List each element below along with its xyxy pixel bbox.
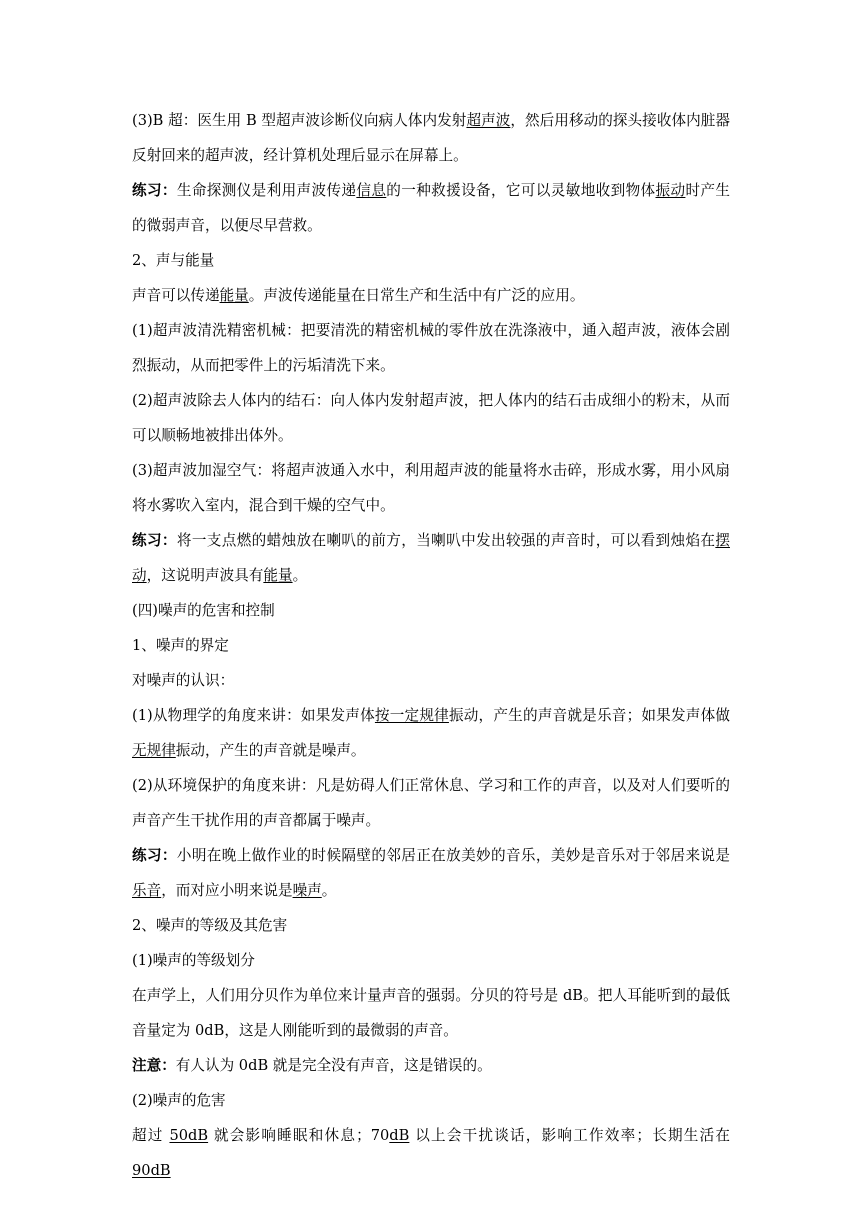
paragraph-decibel [132,978,730,1048]
text-segment: 生命探测仪是利用声波传递 [176,182,357,199]
text-segment: 振动，产生的声音就是噪声。 [175,742,366,759]
text-segment: ，然后用移动的探头接收体内脏器反射回来的超声波，经计算机处理后显示在屏幕上。 [132,112,730,164]
exercise-label: 练习： [132,182,177,199]
underlined-answer: 50dB [169,1127,209,1144]
text-segment: (3)B 超：医生用 B 型超声波诊断仪向病人体内发射 [132,112,467,129]
text-segment: 就会影响睡眠和休息；70 [208,1127,390,1144]
underlined-answer: 振动 [655,182,686,199]
paragraph-exercise-life-detector [132,173,730,243]
text-segment: 的一种救援设备，它可以灵敏地收到物体 [386,182,656,199]
text-segment: 。声波传递能量在日常生产和生活中有广泛的应用。 [248,287,585,304]
section-heading-noise [132,593,730,628]
text-segment: 有人认为 0dB 就是完全没有声音，这是错误的。 [175,1057,492,1074]
heading-text: (1)噪声的等级划分 [132,952,255,969]
paragraph-ultrasonic-cleaning [132,313,730,383]
text-segment: 对噪声的认识： [132,672,235,689]
text-segment: 时产生的微弱声音，以便尽早营救。 [132,182,730,234]
text-segment: (2)超声波除去人体内的结石：向人体内发射超声波，把人体内的结石击成细小的粉末，从而可以顺畅地被排出体外。 [132,392,730,444]
document-body [132,103,730,1188]
underlined-answer: 能量 [263,567,293,584]
section-heading-sound-energy [132,243,730,278]
subheading-noise-harm [132,1083,730,1118]
text-segment: ，而对应小明来说是 [161,882,293,899]
paragraph-kidney-stones [132,383,730,453]
underlined-answer: 按一定规律 [374,707,449,724]
paragraph-note-zero-db [132,1048,730,1083]
underlined-answer: 90dB [132,1162,171,1179]
underlined-answer: 无规律 [132,742,176,759]
text-segment: (2)从环境保护的角度来讲：凡是妨碍人们正常休息、学习和工作的声音，以及对人们要听的声音产生干扰作用的声音都属于噪声。 [132,777,730,829]
text-segment: 在声学上，人们用分贝作为单位来计量声音的强弱。分贝的符号是 dB。把人耳能听到的最低音量定为 0dB，这是人刚能听到的最微弱的声音。 [132,987,730,1039]
paragraph-environment-view [132,768,730,838]
paragraph-b-ultrasound [132,103,730,173]
underlined-answer: dB [389,1127,410,1144]
text-segment: 将一支点燃的蜡烛放在喇叭的前方，当喇叭中发出较强的声音时，可以看到烛焰在 [176,532,716,549]
exercise-label: 练习： [132,847,177,864]
underlined-answer: 能量 [219,287,249,304]
heading-text: 2、声与能量 [132,252,215,269]
text-segment: 振动，产生的声音就是乐音；如果发声体做 [448,707,730,724]
heading-text: (2)噪声的危害 [132,1092,226,1109]
text-segment: ，这说明声波具有 [146,567,264,584]
paragraph-humidifier [132,453,730,523]
underlined-answer: 乐音 [132,882,162,899]
heading-text: (四)噪声的危害和控制 [132,602,275,619]
text-segment: 。 [321,882,337,899]
text-segment: (1)从物理学的角度来讲：如果发声体 [132,707,375,724]
paragraph-physics-view [132,698,730,768]
note-label: 注意： [132,1057,176,1074]
section-heading-noise-levels [132,908,730,943]
paragraph-sound-transfers-energy [132,278,730,313]
paragraph-exercise-candle [132,523,730,593]
underlined-answer: 信息 [356,182,387,199]
underlined-answer: 超声波 [466,112,511,129]
paragraph-noise-understanding [132,663,730,698]
exercise-label: 练习： [132,532,177,549]
text-segment: 声音可以传递 [132,287,220,304]
heading-text: 2、噪声的等级及其危害 [132,917,288,934]
text-segment: 超过 [132,1127,170,1144]
underlined-answer: 噪声 [292,882,322,899]
text-segment: 。 [292,567,308,584]
heading-text: 1、噪声的界定 [132,637,229,654]
text-segment: 小明在晚上做作业的时候隔壁的邻居正在放美妙的音乐，美妙是音乐对于邻居来说是 [176,847,730,864]
text-segment: 以上会干扰谈话，影响工作效率；长期生活在 [409,1127,730,1144]
paragraph-noise-thresholds [132,1118,730,1188]
text-segment: (3)超声波加湿空气：将超声波通入水中，利用超声波的能量将水击碎，形成水雾，用小风扇将水雾吹入室内，混合到干燥的空气中。 [132,462,730,514]
section-heading-noise-definition [132,628,730,663]
underlined-answer: 摆动 [132,532,730,584]
text-segment: (1)超声波清洗精密机械：把要清洗的精密机械的零件放在洗涤液中，通入超声波，液体会剧烈振动，从而把零件上的污垢清洗下来。 [132,322,730,374]
subheading-level-division [132,943,730,978]
paragraph-exercise-music [132,838,730,908]
